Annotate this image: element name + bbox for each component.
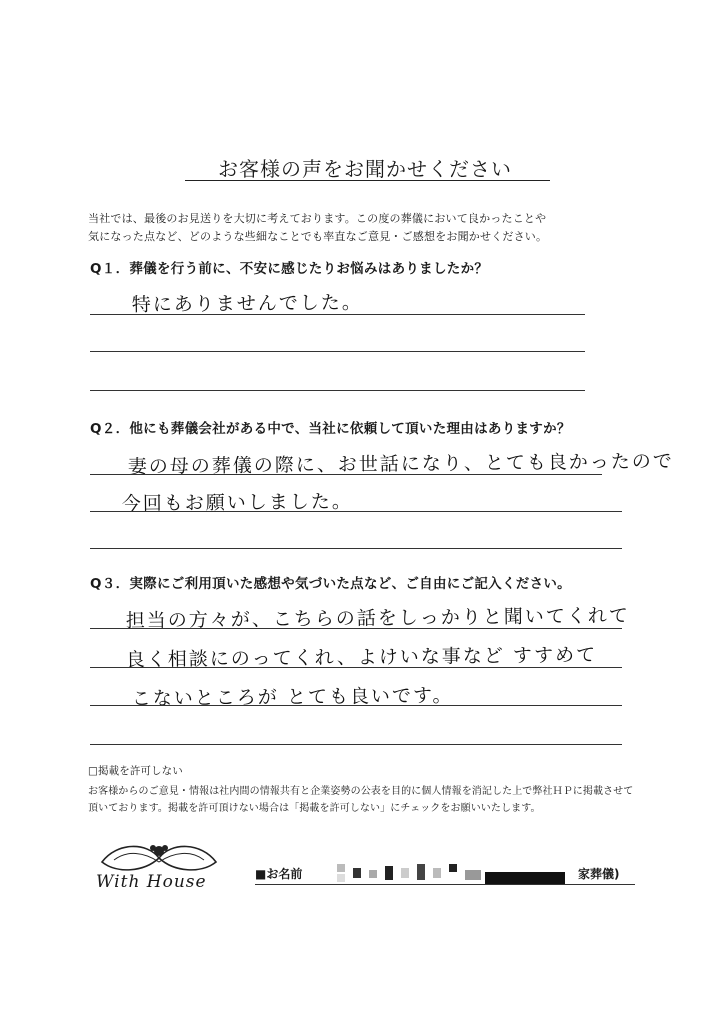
- answer-line: [90, 667, 622, 668]
- intro-line-1: 当社では、最後のお見送りを大切に考えております。この度の葬儀において良かったことや: [88, 212, 547, 225]
- answer-2-line-2: 今回もお願いしました。: [121, 490, 353, 516]
- answer-line: [90, 351, 585, 352]
- logo-text: With House: [96, 872, 207, 892]
- name-label: ■お名前: [255, 867, 303, 881]
- page-title: お客様の声をお聞かせください: [218, 157, 512, 181]
- answer-line: [90, 390, 585, 391]
- answer-2-line-1: 妻の母の葬儀の際に、お世話になり、とても良かったので: [127, 450, 674, 479]
- answer-1-line-1: 特にありませんでした。: [131, 291, 363, 317]
- answer-3-line-3: こないところが とても良いです。: [131, 684, 454, 711]
- answer-line: [90, 628, 622, 629]
- answer-line: [90, 705, 622, 706]
- answer-line: [90, 511, 622, 512]
- name-suffix: 家葬儀): [578, 867, 620, 881]
- consent-checkbox[interactable]: □掲載を許可しない: [88, 765, 183, 777]
- title-underline: [185, 180, 550, 181]
- answer-line: [90, 548, 622, 549]
- answer-line: [90, 314, 585, 315]
- question-2: Q２．他にも葬儀会社がある中で、当社に依頼して頂いた理由はありますか？: [90, 421, 571, 437]
- question-3: Q３．実際にご利用頂いた感想や気づいた点など、ご自由にご記入ください。: [90, 576, 571, 592]
- consent-text-2: 頂いております。掲載を許可頂けない場合は「掲載を許可しない」にチェックをお願いいたします。: [88, 803, 541, 814]
- consent-text-1: お客様からのご意見・情報は社内間の情報共有と企業姿勢の公表を目的に個人情報を消記した上で弊社ＨＰに掲載させて: [88, 786, 634, 797]
- intro-line-2: 気になった点など、どのような些細なことでも率直なご意見・ご感想をお聞かせください。: [88, 230, 548, 243]
- answer-3-line-2: 良く相談にのってくれ、よけいな事など すすめて: [125, 644, 598, 672]
- answer-line: [90, 474, 602, 475]
- answer-3-line-1: 担当の方々が、こちらの話をしっかりと聞いてくれて: [125, 604, 630, 633]
- answer-line: [90, 744, 622, 745]
- redacted-name: [335, 862, 575, 884]
- question-1: Q１．葬儀を行う前に、不安に感じたりお悩みはありましたか？: [90, 261, 489, 277]
- name-underline: [255, 884, 635, 885]
